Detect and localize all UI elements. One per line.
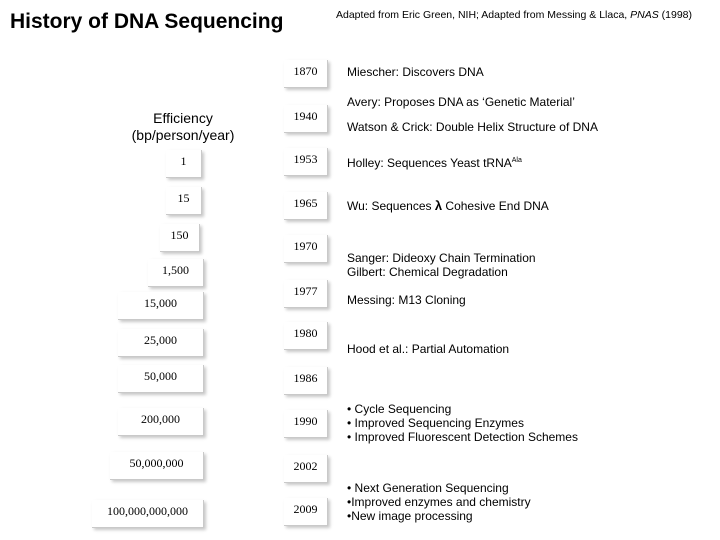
event-1940-avery: Avery: Proposes DNA as ‘Genetic Material’ (347, 95, 575, 109)
efficiency-box-200000: 200,000 (118, 408, 204, 436)
event-1990-line2: • Improved Sequencing Enzymes (347, 416, 524, 430)
efficiency-box-25000: 25,000 (118, 329, 204, 357)
page-title: History of DNA Sequencing (10, 10, 284, 33)
year-box-1940: 1940 (284, 105, 328, 133)
efficiency-box-150: 150 (160, 224, 200, 252)
event-1870: Miescher: Discovers DNA (347, 65, 484, 79)
event-1970 (347, 251, 536, 279)
year-box-1986: 1986 (284, 367, 328, 395)
year-box-2009: 2009 (284, 498, 328, 526)
event-1990-line3: • Improved Fluorescent Detection Schemes (347, 430, 578, 444)
year-box-1970: 1970 (284, 235, 328, 263)
credit-journal: PNAS (630, 9, 659, 21)
credit-suffix: (1998) (658, 9, 693, 21)
event-1990-line1: • Cycle Sequencing (347, 402, 452, 416)
year-box-1870: 1870 (284, 60, 328, 88)
efficiency-box-50000000: 50,000,000 (110, 452, 204, 480)
efficiency-box-100000000000: 100,000,000,000 (92, 500, 204, 528)
event-1965-pre: Wu: Sequences (347, 199, 435, 213)
year-box-2002: 2002 (284, 455, 328, 483)
efficiency-box-15: 15 (166, 187, 202, 215)
lambda-symbol: λ (434, 198, 443, 213)
year-box-1953: 1953 (284, 148, 328, 176)
event-1953-superscript: Ala (511, 157, 522, 164)
event-1965 (347, 199, 549, 213)
event-1970-sanger: Sanger: Dideoxy Chain Termination (347, 251, 536, 265)
efficiency-heading-line1: Efficiency (153, 110, 213, 126)
efficiency-heading (118, 110, 248, 144)
event-2009-line1: • Next Generation Sequencing (347, 481, 509, 495)
efficiency-box-1500: 1,500 (148, 259, 204, 287)
event-1970-gilbert: Gilbert: Chemical Degradation (347, 265, 508, 279)
event-2009 (347, 481, 531, 523)
efficiency-box-1: 1 (166, 150, 202, 178)
event-1980: Hood et al.: Partial Automation (347, 342, 510, 356)
year-box-1965: 1965 (284, 192, 328, 220)
event-1965-post: Cohesive End DNA (442, 199, 549, 213)
source-credit (336, 9, 692, 21)
efficiency-heading-line2: (bp/person/year) (131, 127, 235, 143)
efficiency-box-50000: 50,000 (118, 365, 204, 393)
event-1990 (347, 402, 578, 444)
year-box-1977: 1977 (284, 280, 328, 308)
efficiency-box-15000: 15,000 (118, 292, 204, 320)
event-1940-watson-crick: Watson & Crick: Double Helix Structure of DNA (347, 120, 598, 134)
year-box-1980: 1980 (284, 322, 328, 350)
event-1953-text: Holley: Sequences Yeast tRNA (347, 156, 512, 170)
credit-prefix: Adapted from Eric Green, NIH; Adapted from Messing & Llaca, (336, 9, 631, 21)
event-1977: Messing: M13 Cloning (347, 293, 466, 307)
event-2009-line3: •New image processing (347, 509, 473, 523)
year-box-1990: 1990 (284, 410, 328, 438)
event-1953 (347, 154, 522, 170)
event-2009-line2: •Improved enzymes and chemistry (347, 495, 531, 509)
